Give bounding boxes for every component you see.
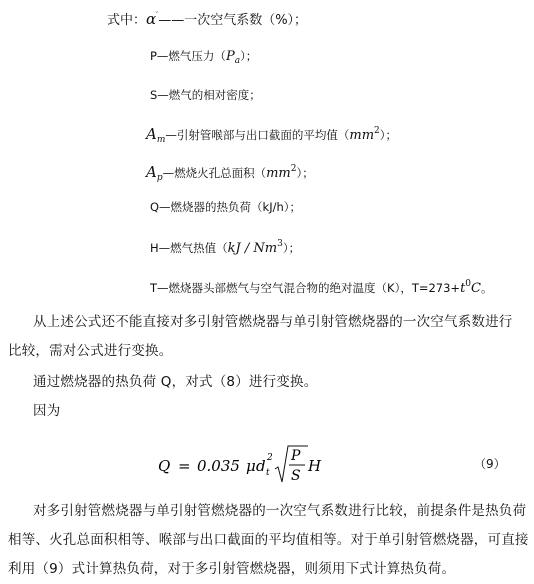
formula-9: [158, 440, 358, 488]
formula-d-superscript: 2: [267, 453, 273, 463]
definition-h: [150, 236, 300, 257]
formula-9-svg: [158, 440, 358, 490]
am-suffix: ）；: [379, 128, 398, 142]
definition-t: [150, 276, 492, 297]
t-end: 。: [480, 281, 493, 295]
am-description: —引射管喉部与出口截面的平均值（: [165, 128, 350, 142]
h-unit: kJ / Nm: [227, 241, 278, 256]
ap-symbol: A: [146, 163, 157, 181]
t-unit: C: [471, 281, 481, 296]
definition-am: [146, 123, 397, 148]
t-degree-sup: 0: [465, 279, 472, 289]
alpha-prime: ′: [156, 11, 159, 21]
formula-mu: μ: [246, 457, 256, 475]
equation-number: （9）: [474, 457, 506, 471]
formula-lhs: Q: [158, 457, 171, 475]
paragraph-1: [8, 308, 534, 366]
paragraph-4-line-3: 利用（9）式计算热负荷，对于多引射管燃烧器，则须用下式计算热负荷。: [8, 561, 456, 577]
paragraph-2: [33, 368, 317, 397]
am-symbol: A: [146, 125, 157, 143]
h-prefix: H—燃气热值（: [150, 241, 228, 255]
formula-h: H: [308, 457, 322, 475]
formula-numerator: P: [291, 448, 301, 464]
alpha-description: ——一次空气系数（%）；: [158, 13, 308, 28]
formula-d: d: [256, 457, 266, 475]
formula-denominator: S: [291, 468, 301, 484]
paragraph-3: [33, 397, 60, 426]
p-subscript: a: [234, 56, 241, 66]
am-unit-sup: 2: [374, 126, 380, 136]
h-unit-sup: 3: [277, 239, 283, 249]
ap-subscript: p: [156, 173, 163, 183]
ap-suffix: ）；: [296, 166, 314, 180]
q-description: Q—燃烧器的热负荷（kJ/h）；: [150, 200, 302, 214]
formula-equals: =: [178, 457, 191, 475]
am-subscript: m: [156, 135, 166, 145]
p-symbol: P: [225, 49, 235, 64]
p-prefix: P—燃气压力（: [150, 49, 226, 63]
alpha-symbol: α: [146, 10, 157, 28]
ap-unit-sup: 2: [290, 164, 297, 174]
ap-description: —燃烧火孔总面积（: [162, 166, 267, 180]
t-symbol: t: [460, 281, 466, 296]
paragraph-1-line-2: 比较，需对公式进行变换。: [8, 343, 173, 359]
formula-coefficient: 0.035: [197, 457, 240, 475]
paragraph-4-line-2: 相等、火孔总面积相等、喉部与出口截面的平均值相等。对于单引射管燃烧器，可直接: [8, 532, 529, 548]
paragraph-4: [8, 497, 534, 584]
h-suffix: ）；: [282, 241, 301, 255]
p-suffix: ）；: [240, 49, 258, 63]
formula-d-subscript: t: [266, 468, 270, 478]
paragraph-4-line-1: 对多引射管燃烧器与单引射管燃烧器的一次空气系数进行比较，前提条件是热负荷: [33, 503, 527, 519]
paragraph-3-line: 因为: [33, 403, 61, 419]
definition-q: [150, 199, 301, 215]
ap-unit: mm: [266, 166, 291, 181]
am-unit: mm: [349, 128, 375, 143]
t-description: T—燃烧器头部燃气与空气混合物的绝对温度（K），T=273+: [150, 281, 461, 295]
definition-ap: [146, 161, 314, 186]
paragraph-1-line-1: 从上述公式还不能直接对多引射管燃烧器与单引射管燃烧器的一次空气系数进行: [33, 314, 513, 330]
definitions-intro: 式中：: [107, 13, 147, 28]
paragraph-2-line: 通过燃烧器的热负荷 Q，对式（8）进行变换。: [33, 374, 318, 390]
definition-alpha: [107, 8, 307, 29]
s-description: S—燃气的相对密度；: [150, 88, 261, 102]
definition-s: [150, 87, 261, 103]
definition-p: [150, 48, 257, 69]
